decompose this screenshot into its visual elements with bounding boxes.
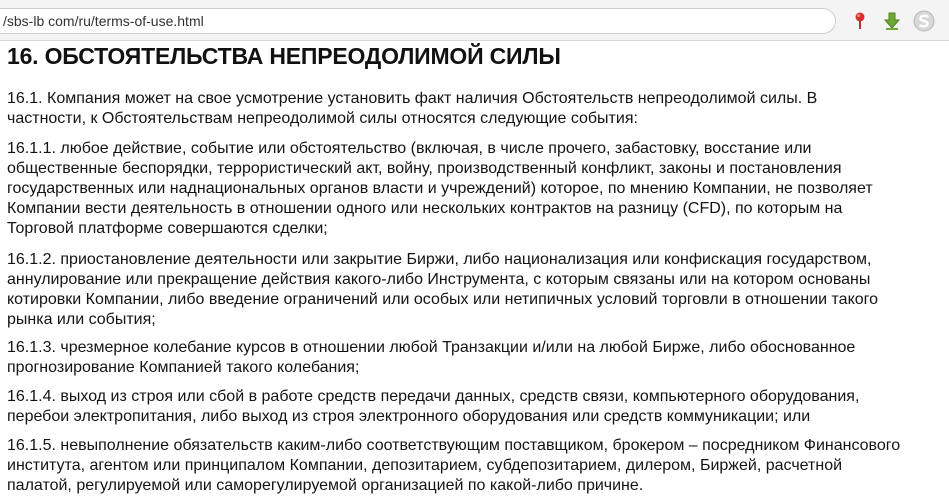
paragraph-16-1-5 [7, 436, 900, 496]
page-title: 16. ОБСТОЯТЕЛЬСТВА НЕПРЕОДОЛИМОЙ СИЛЫ [7, 43, 561, 69]
paragraph-line: котировки Компании, либо введение ограничений или особых или нетипичных условий торговли в отношении такого [7, 291, 879, 308]
browser-address-bar [0, 0, 949, 41]
paragraph-line: Торговой платформе совершаются сделки; [7, 220, 328, 237]
paragraph-line: 16.1.2. приостановление деятельности или закрытие Биржи, либо национализация или конфискация государством, [7, 251, 872, 268]
paragraph-line: 16.1. Компания может на свое усмотрение установить факт наличия Обстоятельств непреодолимой силы. В [7, 90, 818, 107]
map-pin-icon[interactable] [850, 11, 870, 31]
url-input[interactable]: /sbs-lb com/ru/terms-of-use.html [0, 8, 836, 34]
paragraph-line: рынка или события; [7, 311, 156, 328]
paragraph-line: палатой, регулируемой или саморегулируемой организацией по какой-либо причине. [7, 477, 644, 494]
paragraph-line: государственных или наднациональных органов власти и учреждений) которое, по мнению Компании, не позволяет [7, 180, 873, 197]
paragraph-line: 16.1.3. чрезмерное колебание курсов в отношении любой Транзакции и/или на любой Бирже, либо обоснованное [7, 339, 856, 356]
paragraph-line: общественные беспорядки, террористический акт, войну, производственный конфликт, законы и постановления [7, 160, 842, 177]
paragraph-16-1-2 [7, 250, 878, 330]
paragraph-line: 16.1.5. невыполнение обязательств каким-либо соответствующим поставщиком, брокером – посредником Финансового [7, 437, 901, 454]
page-content [0, 40, 949, 500]
paragraph-line: 16.1.1. любое действие, событие или обстоятельство (включая, в числе прочего, забастовку, восстание или [7, 140, 812, 157]
s-extension-icon[interactable] [913, 10, 935, 32]
paragraph-line: 16.1.4. выход из строя или сбой в работе средств передачи данных, средств связи, компьютерного оборудования, [7, 388, 860, 405]
paragraph-16-1-4 [7, 387, 859, 427]
paragraph-line: Компании вести деятельность в отношении одного или нескольких контрактов на разницу (CFD), по которым на [7, 200, 843, 217]
paragraph-line: частности, к Обстоятельствам непреодолимой силы относятся следующие события: [7, 110, 638, 127]
paragraph-16-1 [7, 89, 817, 129]
paragraph-line: института, агентом или принципалом Компании, депозитарием, субдепозитарием, дилером, Биржей, расчетной [7, 457, 843, 474]
paragraph-16-1-1 [7, 139, 873, 239]
download-arrow-icon[interactable] [882, 11, 902, 31]
paragraph-line: прогнозирование Компанией такого колебания; [7, 359, 360, 376]
paragraph-line: аннулирование или прекращение действия какого-либо Инструмента, с которым связаны или на котором основаны [7, 271, 871, 288]
paragraph-line: перебои электропитания, либо выход из строя электронного оборудования или средств коммуникации; или [7, 408, 811, 425]
paragraph-16-1-3 [7, 338, 855, 378]
